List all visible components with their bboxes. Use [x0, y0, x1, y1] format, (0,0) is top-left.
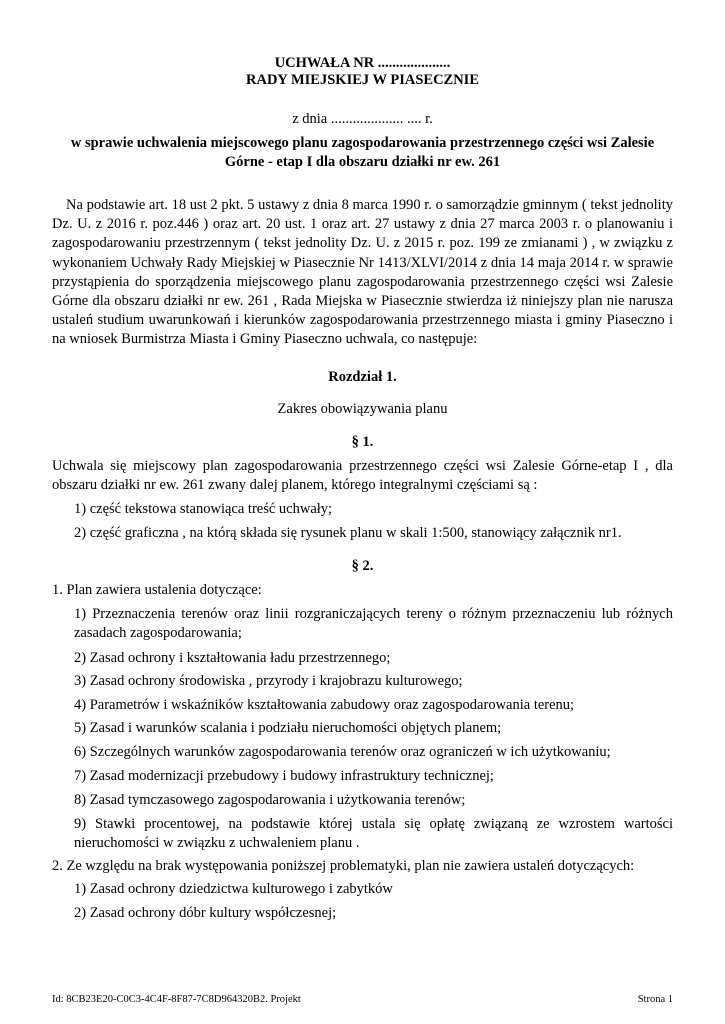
- list-item: 6) Szczególnych warunków zagospodarowania terenów oraz ograniczeń w ich użytkowaniu;: [74, 744, 611, 760]
- list-item: 7) Zasad modernizacji przebudowy i budowy infrastruktury technicznej;: [74, 768, 494, 784]
- document-subject: [50, 134, 675, 172]
- section-1-mark: § 1.: [351, 434, 374, 450]
- list-item: 9) Stawki procentowej, na podstawie której ustala się opłatę związaną ze wzrostem wartości nieruchomości w związku z uchwaleniem planu .: [74, 816, 673, 852]
- section-2-point-2: 2. Ze względu na brak występowania poniższej problematyki, plan nie zawiera ustaleń dotyczących:: [52, 858, 635, 874]
- list-item: 1) Przeznaczenia terenów oraz linii rozgraniczających tereny o różnym przeznaczeniu lub różnych zasadach zagospodarowania;: [74, 606, 673, 642]
- list-item: 1) część tekstowa stanowiąca treść uchwały;: [74, 501, 333, 517]
- list-item: 1) Zasad ochrony dziedzictwa kulturowego i zabytków: [74, 881, 393, 897]
- document-header: [0, 55, 725, 89]
- list-item: 2) Zasad ochrony i kształtowania ładu przestrzennego;: [74, 650, 391, 666]
- list-item: 2) część graficzna , na którą składa się rysunek planu w skali 1:500, stanowiący załącznik nr1.: [74, 525, 622, 541]
- date-line: z dnia .................... .... r.: [292, 111, 433, 127]
- section-1-text: Uchwala się miejscowy plan zagospodarowania przestrzennego części wsi Zalesie Górne-etap I , dla obszaru działki nr ew. 261 zwany dalej planem, którego integralnymi częściami są :: [52, 458, 673, 494]
- subject-line-2: Górne - etap I dla obszaru działki nr ew. 261: [224, 154, 501, 170]
- chapter-subtitle: Zakres obowiązywania planu: [277, 401, 448, 417]
- section-2-mark: § 2.: [351, 558, 374, 574]
- chapter-title: Rozdział 1.: [328, 369, 397, 385]
- section-2-point-1: 1. Plan zawiera ustalenia dotyczące:: [52, 582, 262, 598]
- list-item: 5) Zasad i warunków scalania i podziału nieruchomości objętych planem;: [74, 720, 502, 736]
- document-id: Id: 8CB23E20-C0C3-4C4F-8F87-7C8D964320B2. Projekt: [52, 994, 301, 1005]
- resolution-number: UCHWAŁA NR ....................: [274, 55, 451, 71]
- page-number: Strona 1: [637, 994, 673, 1005]
- subject-line-1: w sprawie uchwalenia miejscowego planu zagospodarowania przestrzennego części wsi Zalesie: [70, 135, 655, 151]
- legal-basis-paragraph: Na podstawie art. 18 ust 2 pkt. 5 ustawy z dnia 8 marca 1990 r. o samorządzie gminnym ( tekst jednolity Dz. U. z 2016 r. poz.446 ) oraz art. 20 ust. 1 oraz art. 27 ustawy z dnia 27 marca 2003 r. o planowaniu i zagospodarowaniu przestrzennym ( tekst jednolity Dz. U. z 2015 r. poz. 199 ze zmianami ) , w związku z wykonaniem Uchwały Rady Miejskiej w Piasecznie Nr 1413/XLVI/2014 z dnia 14 maja 2014 r. w sprawie przystąpienia do sporządzenia miejscowego planu zagospodarowania przestrzennego części wsi Zalesie Górne dla obszaru działki nr ew. 261 , Rada Miejska w Piasecznie stwierdza iż niniejszy plan nie narusza ustaleń studium uwarunkowań i kierunków zagospodarowania przestrzennego miasta i gminy Piaseczno i na wniosek Burmistrza Miasta i Gminy Piaseczno uchwala, co następuje:: [52, 197, 673, 348]
- council-name: RADY MIEJSKIEJ W PIASECZNIE: [246, 72, 479, 88]
- list-item: 3) Zasad ochrony środowiska , przyrody i krajobrazu kulturowego;: [74, 673, 463, 689]
- list-item: 8) Zasad tymczasowego zagospodarowania i użytkowania terenów;: [74, 792, 466, 808]
- list-item: 4) Parametrów i wskaźników kształtowania zabudowy oraz zagospodarowania terenu;: [74, 697, 575, 713]
- list-item: 2) Zasad ochrony dóbr kultury współczesnej;: [74, 905, 337, 921]
